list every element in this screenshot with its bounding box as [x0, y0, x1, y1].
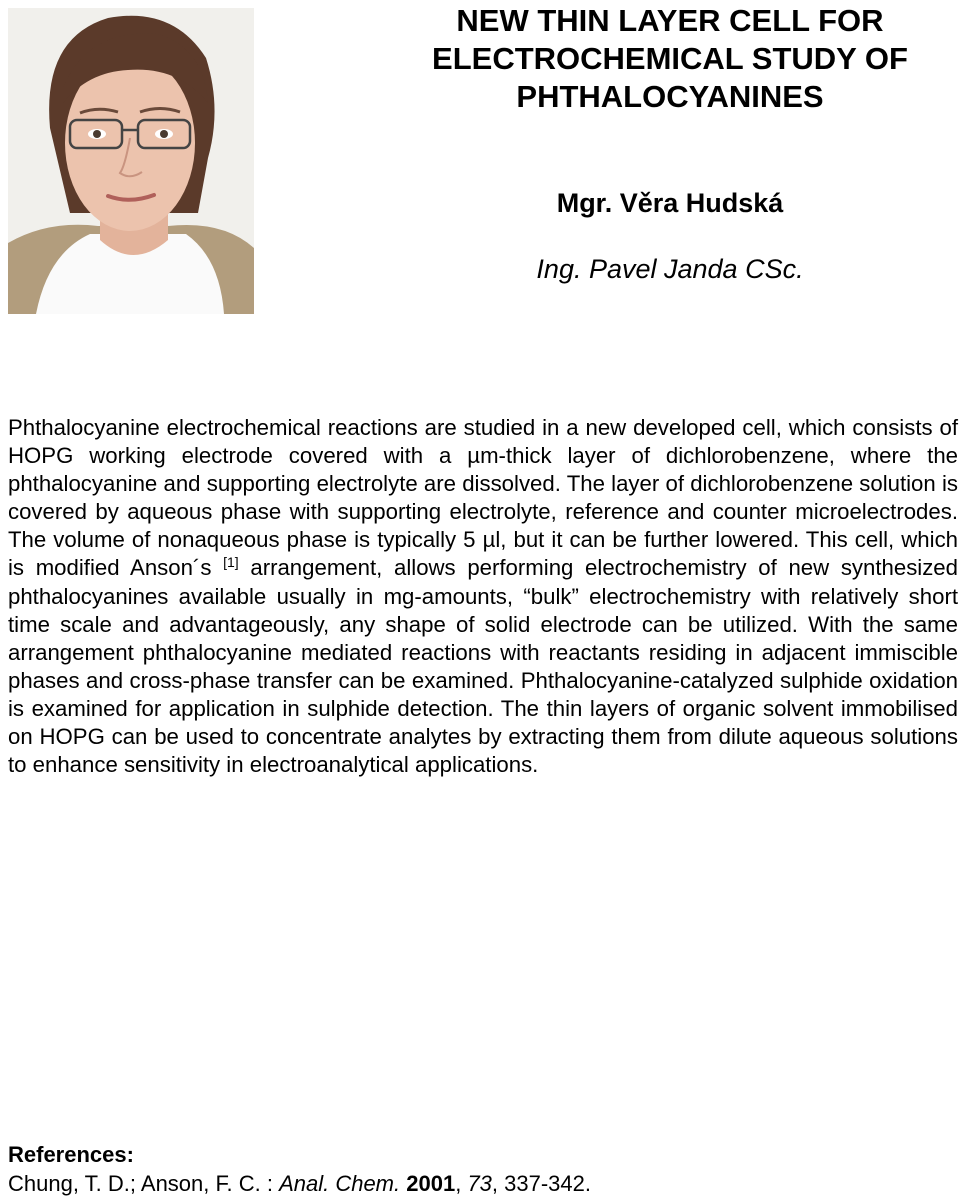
reference-sep-2: , — [455, 1171, 468, 1196]
reference-volume: 73 — [467, 1171, 492, 1196]
author-photo — [8, 8, 254, 314]
author-secondary: Ing. Pavel Janda CSc. — [536, 254, 804, 284]
abstract-text-part-2: arrangement, allows performing electrochemistry of new synthesized phthalocyanines available usually in mg-amounts, “bulk” electrochemistry with relatively short time scale and advantageously, any shape of solid electrode can be utilized. With the same arrangement phthalocyanine mediated reactions with reactants residing in adjacent immiscible phases and cross-phase transfer can be examined. Phthalocyanine-catalyzed sulphide oxidation is examined for application in sulphide detection. The thin layers of organic solvent immobilised on HOPG can be used to concentrate analytes by extracting them from dilute aqueous solutions to enhance sensitivity in electroanalytical applications. — [8, 555, 958, 778]
reference-journal: Anal. Chem. — [279, 1171, 401, 1196]
abstract-paragraph — [8, 414, 958, 779]
reference-item — [8, 1170, 591, 1198]
title-line-2: ELECTROCHEMICAL STUDY OF — [432, 41, 908, 76]
reference-pages: , 337-342. — [491, 1171, 591, 1196]
references-heading: References: — [8, 1142, 134, 1167]
document-title — [380, 2, 960, 116]
title-line-1: NEW THIN LAYER CELL FOR — [456, 3, 884, 38]
reference-year: 2001 — [406, 1171, 456, 1196]
author-primary: Mgr. Věra Hudská — [556, 188, 784, 218]
abstract-text-part-1: Phthalocyanine electrochemical reactions are studied in a new developed cell, which consists of HOPG working electrode covered with a µm-thick layer of dichlorobenzene, where the phthalocyanine and supporting electrolyte are dissolved. The layer of dichlorobenzene solution is covered by aqueous phase with supporting electrolyte, reference and counter microelectrodes. The volume of nonaqueous phase is typically 5 µl, but it can be further lowered. This cell, which is modified Anson´s — [8, 415, 958, 581]
citation-marker: [1] — [223, 554, 239, 571]
title-line-3: PHTHALOCYANINES — [516, 79, 824, 114]
reference-authors: Chung, T. D.; Anson, F. C. : — [8, 1171, 280, 1196]
